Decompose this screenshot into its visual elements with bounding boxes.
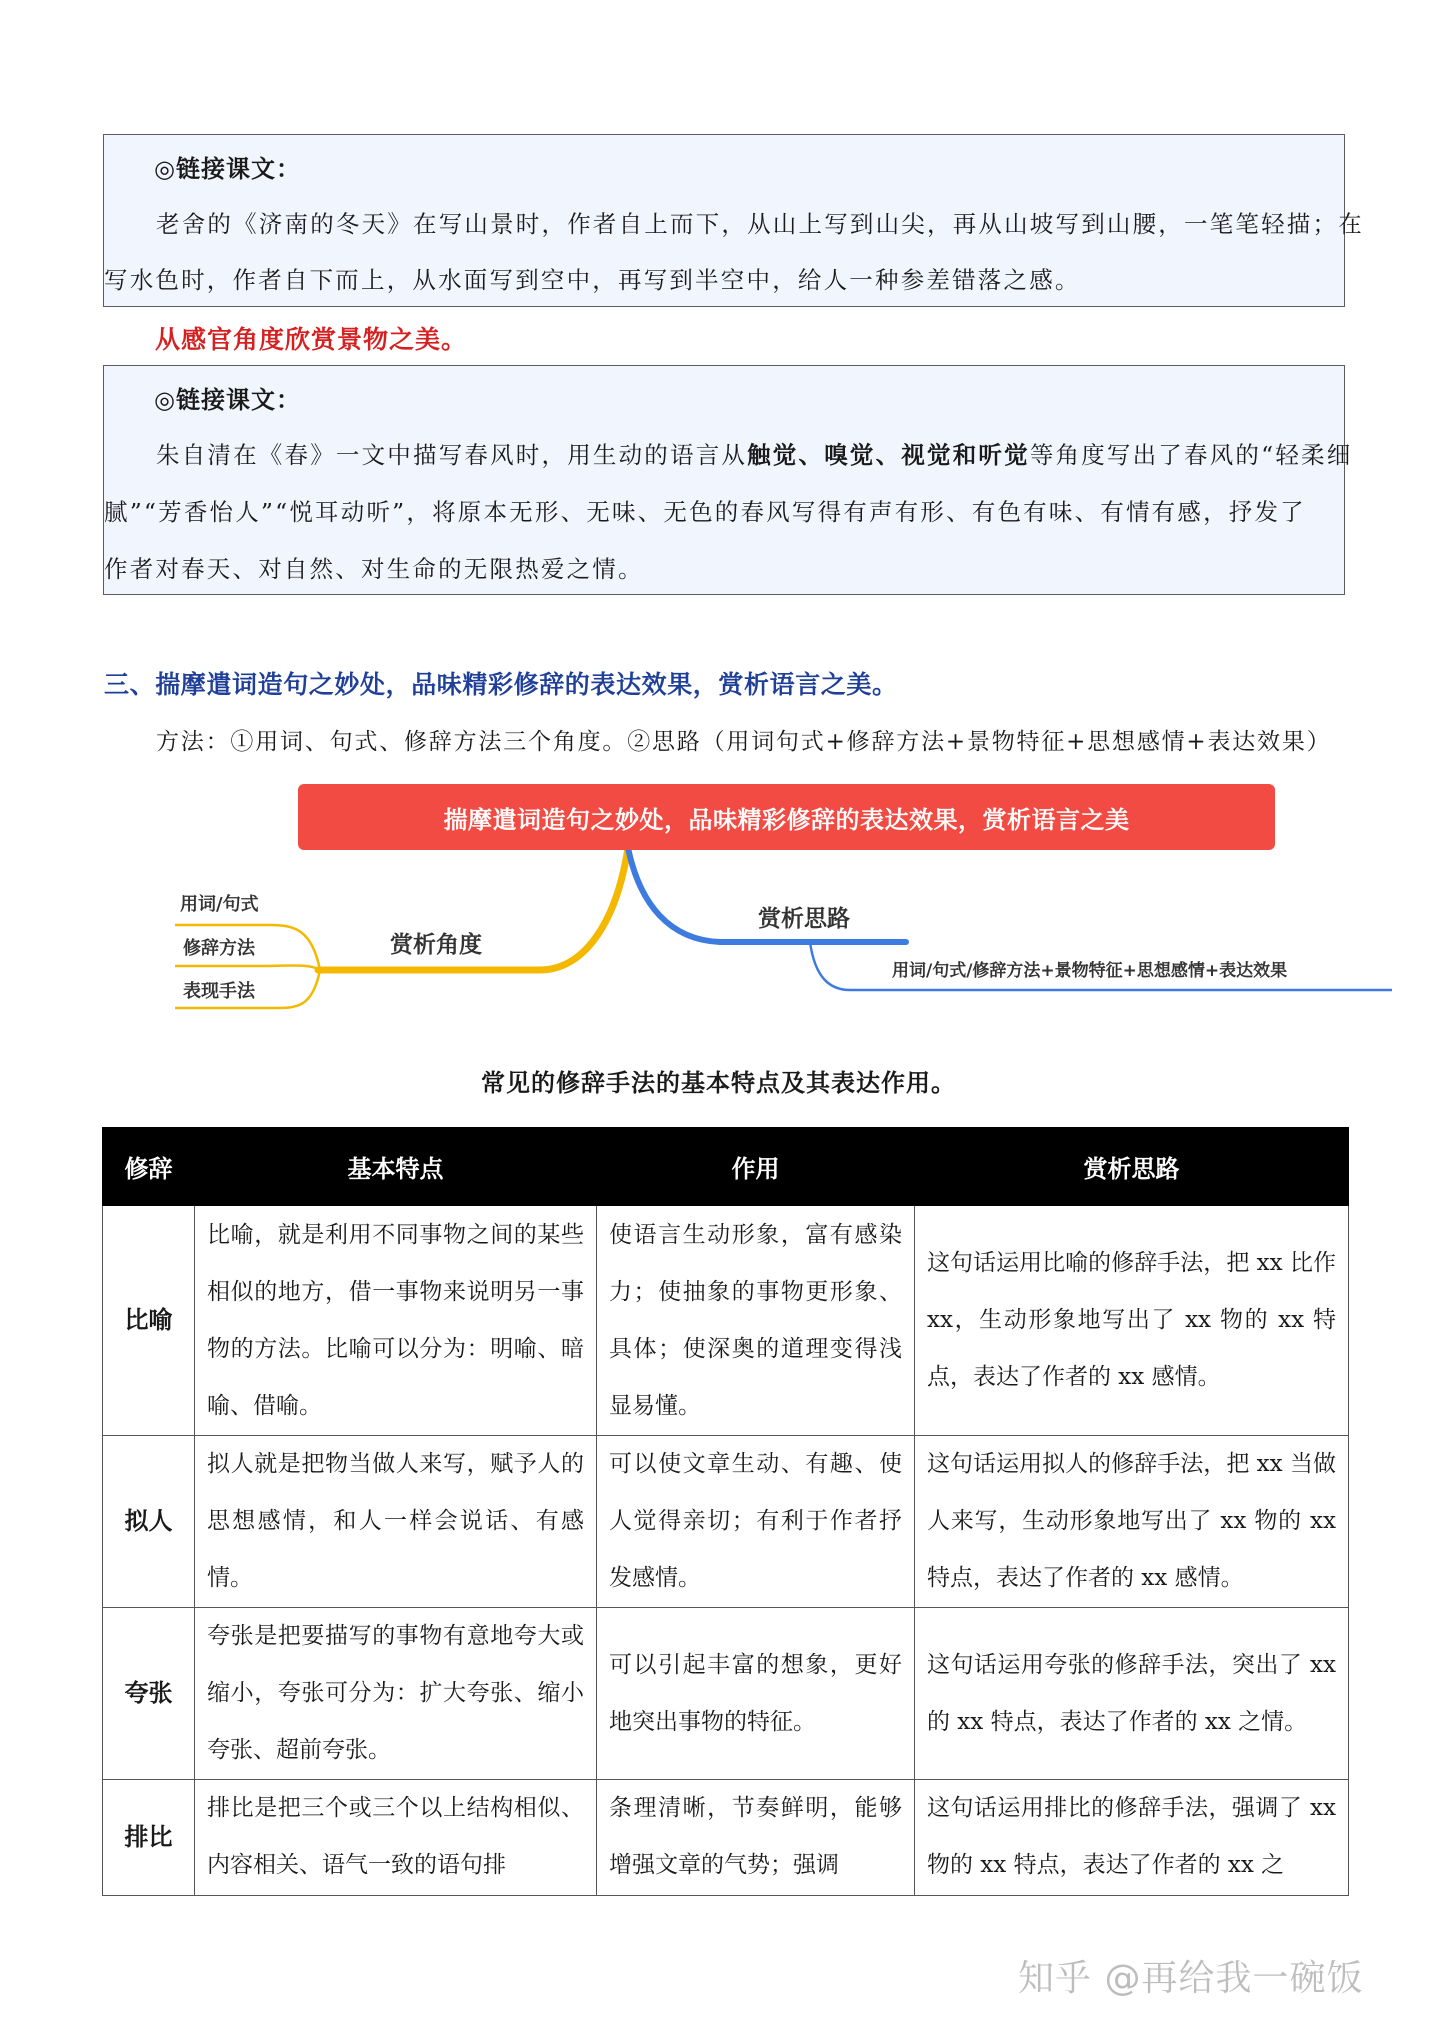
- box-text-line: 老舍的《济南的冬天》在写山景时，作者自上而下，从山上写到山尖，再从山坡写到山腰，一笔笔轻描；在: [156, 210, 1364, 238]
- mindmap-right-leaf: 用词/句式/修辞方法+景物特征+思想感情+表达效果: [892, 961, 1288, 981]
- table-row: [103, 1436, 1349, 1608]
- box-text-line: 写水色时，作者自下而上，从水面写到空中，再写到半空中，给人一种参差错落之感。: [104, 266, 1081, 294]
- box-text-line: 腻”“芳香怡人”“悦耳动听”，将原本无形、无味、无色的春风写得有声有形、有色有味、有情有感，抒发了: [104, 498, 1306, 526]
- feature-cell: 排比是把三个或三个以上结构相似、内容相关、语气一致的语句排: [195, 1780, 597, 1896]
- section-title: 三、揣摩遣词造句之妙处，品味精彩修辞的表达效果，赏析语言之美。: [104, 670, 898, 699]
- rhetoric-type: 拟人: [103, 1436, 195, 1608]
- mindmap-right-branch: 赏析思路: [758, 906, 850, 932]
- mindmap-left-leaf-line: [175, 965, 320, 970]
- effect-cell: 条理清晰，节奏鲜明，能够增强文章的气势；强调: [597, 1780, 915, 1896]
- watermark: 知乎 @再给我一碗饭: [1018, 1958, 1364, 1999]
- table-row: [103, 1206, 1349, 1436]
- box-text-segment: 等角度写出了春风的“轻柔细: [1029, 441, 1353, 469]
- table-caption: 常见的修辞手法的基本特点及其表达作用。: [481, 1068, 956, 1097]
- effect-cell: 使语言生动形象，富有感染力；使抽象的事物更形象、具体；使深奥的道理变得浅显易懂。: [597, 1206, 915, 1436]
- sensory-subtitle: 从感官角度欣赏景物之美。: [155, 325, 468, 354]
- analysis-cell: 这句话运用夸张的修辞手法，突出了 xx 的 xx 特点，表达了作者的 xx 之情。: [915, 1608, 1349, 1780]
- rhetoric-type: 比喻: [103, 1206, 195, 1436]
- rhetoric-table: [102, 1127, 1349, 1896]
- analysis-cell: 这句话运用排比的修辞手法，强调了 xx 物的 xx 特点，表达了作者的 xx 之: [915, 1780, 1349, 1896]
- rhetoric-type: 排比: [103, 1780, 195, 1896]
- mindmap-left-branch: 赏析角度: [390, 932, 482, 958]
- table-header: 修辞: [103, 1128, 195, 1206]
- box-text-line: 作者对春天、对自然、对生命的无限热爱之情。: [104, 555, 644, 583]
- mindmap-leaf: 表现手法: [183, 981, 255, 1002]
- table-row: [103, 1780, 1349, 1896]
- analysis-cell: 这句话运用拟人的修辞手法，把 xx 当做人来写，生动形象地写出了 xx 物的 xx 特点，表达了作者的 xx 感情。: [915, 1436, 1349, 1608]
- feature-cell: 拟人就是把物当做人来写，赋予人的思想感情，和人一样会说话、有感情。: [195, 1436, 597, 1608]
- table-row: [103, 1608, 1349, 1780]
- feature-cell: 比喻，就是利用不同事物之间的某些相似的地方，借一事物来说明另一事物的方法。比喻可以分为：明喻、暗喻、借喻。: [195, 1206, 597, 1436]
- table-header-row: [103, 1128, 1349, 1206]
- table-header: 赏析思路: [915, 1128, 1349, 1206]
- effect-cell: 可以使文章生动、有趣、使人觉得亲切；有利于作者抒发感情。: [597, 1436, 915, 1608]
- box-heading: ◎链接课文：: [154, 154, 301, 183]
- table-header: 基本特点: [195, 1128, 597, 1206]
- feature-cell: 夸张是把要描写的事物有意地夸大或缩小，夸张可分为：扩大夸张、缩小夸张、超前夸张。: [195, 1608, 597, 1780]
- mindmap-root: 揣摩遣词造句之妙处，品味精彩修辞的表达效果，赏析语言之美: [298, 784, 1275, 850]
- analysis-cell: 这句话运用比喻的修辞手法，把 xx 比作 xx，生动形象地写出了 xx 物的 xx 特点，表达了作者的 xx 感情。: [915, 1206, 1349, 1436]
- mindmap-leaf: 用词/句式: [180, 894, 259, 915]
- effect-cell: 可以引起丰富的想象，更好地突出事物的特征。: [597, 1608, 915, 1780]
- table-header: 作用: [597, 1128, 915, 1206]
- box-heading: ◎链接课文：: [154, 385, 301, 414]
- box-text-bold: 触觉、嗅觉、视觉和听觉: [747, 441, 1030, 469]
- method-line: 方法：①用词、句式、修辞方法三个角度。②思路（用词句式+修辞方法+景物特征+思想感情+表达效果）: [156, 729, 1332, 755]
- mindmap-leaf: 修辞方法: [183, 938, 255, 959]
- rhetoric-type: 夸张: [103, 1608, 195, 1780]
- box-text-segment: 朱自清在《春》一文中描写春风时，用生动的语言从: [156, 441, 748, 469]
